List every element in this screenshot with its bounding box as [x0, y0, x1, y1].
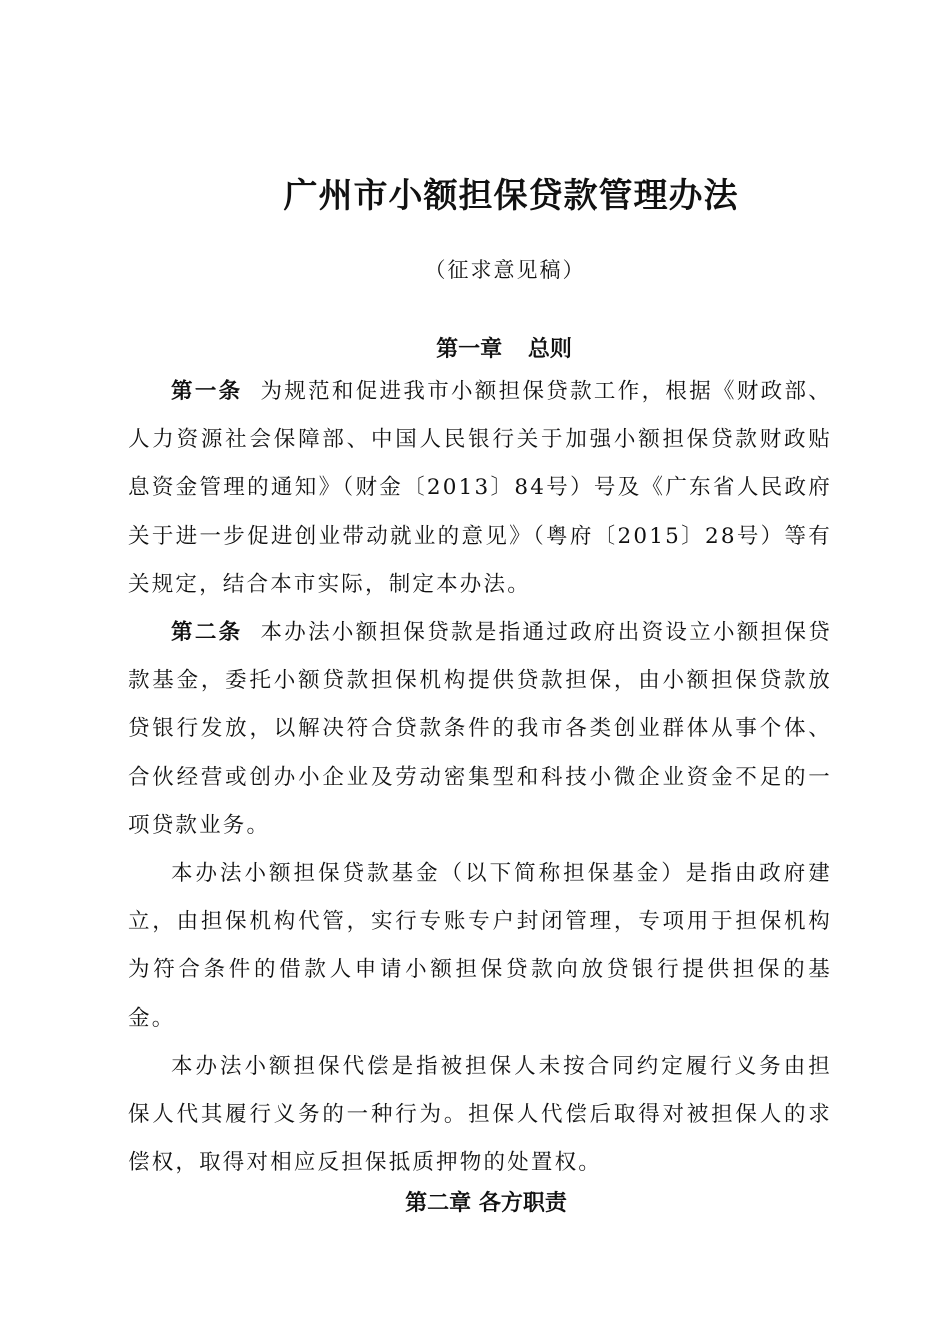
article-text: 本办法小额担保贷款是指通过政府出资设立小额担保贷款基金，委托小额贷款担保机构提供贷款担保，由小额担保贷款放贷银行发放，以解决符合贷款条件的我市各类创业群体从事个体、合伙经营或创办小企业及劳动密集型和科技小微企业资金不足的一项贷款业务。 [128, 620, 832, 838]
document-subtitle: （征求意见稿） [424, 258, 586, 282]
body-paragraph: 本办法小额担保代偿是指被担保人未按合同约定履行义务由担保人代其履行义务的一种行为。担保人代偿后取得对被担保人的求偿权，取得对相应反担保抵质押物的处置权。 [128, 1053, 832, 1176]
article-paragraph [128, 368, 832, 609]
document-title: 广州市小额担保贷款管理办法 [283, 176, 739, 216]
document-body [128, 368, 832, 1187]
article-label: 第一条 [171, 379, 243, 404]
article-paragraph [128, 609, 832, 850]
article-text: 为规范和促进我市小额担保贷款工作，根据《财政部、人力资源社会保障部、中国人民银行关于加强小额担保贷款财政贴息资金管理的通知》（财金〔2013〕84号）号及《广东省人民政府关于进一步促进创业带动就业的意见》（粤府〔2015〕28号）等有关规定，结合本市实际，制定本办法。 [128, 379, 832, 597]
article-label: 第二条 [171, 620, 243, 646]
chapter-heading: 第一章 总则 [436, 337, 572, 362]
body-paragraph: 本办法小额担保贷款基金（以下简称担保基金）是指由政府建立，由担保机构代管，实行专账专户封闭管理，专项用于担保机构为符合条件的借款人申请小额担保贷款向放贷银行提供担保的基金。 [128, 861, 832, 1031]
chapter-heading: 第二章 各方职责 [405, 1191, 567, 1216]
